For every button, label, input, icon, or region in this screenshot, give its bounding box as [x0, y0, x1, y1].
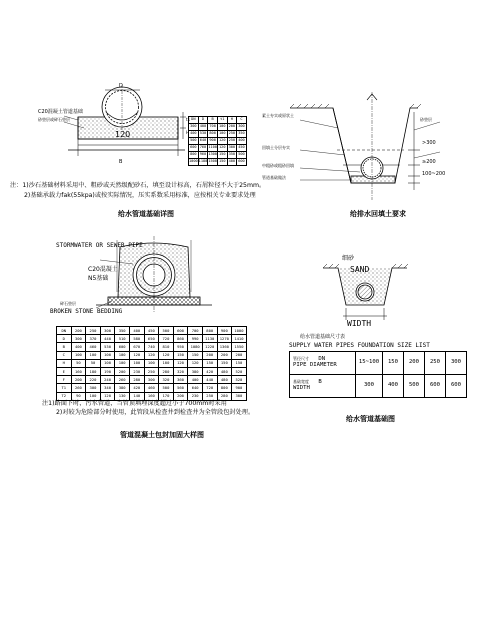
fig1-note-1: 注：1)沙石基础材料采用中、粗砂或天然级配砂石，填至设计标高，石屑粒径不大于25mm。 [10, 182, 266, 189]
table-row: 800 960 1300 150 350 500 [189, 152, 247, 159]
table-row: C 100 100 100 100 120 120 120 150 150 200 200 200 [57, 351, 247, 359]
table-row: 300 400 700 100 200 300 [189, 124, 247, 131]
table-row: 400 530 800 100 250 350 [189, 131, 247, 138]
fig1-note-2: 2)基础承载力fak(55kpa)或按实际情况，压实系数采用标准，应按相关专业要求处理 [24, 192, 256, 199]
table4-title-cn: 给水管道基础尺寸表 [300, 334, 346, 340]
table-row: 1000 1180 1500 150 400 600 [189, 159, 247, 166]
fig2-label-0: 素土夯实或原状土 [262, 113, 294, 118]
fig3-n5-label: N5基础 [88, 275, 109, 282]
fig1-c20-label: C20混凝土管道基础 [38, 109, 83, 115]
table-row: T1 260 300 340 380 420 460 500 560 640 720 800 900 [57, 384, 247, 392]
fig3-note-2: 2)对较为危险部分时使用，此管段从检查井到检查井为全管段包封处理。 [56, 409, 255, 416]
table-row: 600 760 1100 120 300 450 [189, 145, 247, 152]
table-row: E 160 180 190 200 230 250 280 320 380 420 480 520 [57, 367, 247, 375]
fig2-dim-100: 100~200 [422, 171, 446, 177]
fig3-pipe-label: STORMWATER OR SEWER PIPE [56, 242, 143, 249]
fig1-d-label: D [119, 83, 123, 89]
row1-en-label: PIPE DIAMETER [293, 362, 337, 368]
row2-en-label: WIDTH [293, 385, 310, 391]
table-header-row: DN D B t1 H C [189, 117, 247, 124]
fig3-dimension-table [56, 326, 247, 401]
fig2-label-1: 回填土分层夯实 [262, 145, 290, 150]
fig4-foundation-table [289, 351, 467, 398]
fig1-dimension-table [188, 116, 247, 166]
row1-dn-label: DN [318, 356, 326, 363]
row1-cn-label: 管径尺寸 [293, 356, 309, 362]
fig4-width-label: WIDTH [347, 319, 372, 328]
fig3-c20-label: C20混凝土 [88, 266, 118, 273]
fig4-sand-cn-label: 细砂 [342, 255, 355, 262]
fig1-pipe-foundation [64, 85, 186, 156]
fig3-caption: 管道混凝土包封加固大样图 [120, 431, 204, 439]
fig1-t-label: t1 [186, 117, 191, 122]
table-row: F 200 220 240 260 280 300 320 360 400 440 480 520 [57, 376, 247, 384]
fig2-dim-300: >300 [422, 140, 436, 146]
fig3-broken-label: BROKEN STONE BEDDING [50, 308, 123, 315]
fig1-angle-label: 120 [115, 130, 131, 139]
fig2-dim-200: ≥200 [422, 159, 436, 165]
row2-b-label: B [318, 379, 322, 386]
row2-cn-label: 基础宽度 [293, 379, 309, 385]
fig2-label-4: 砂垫层 [420, 117, 432, 122]
fig2-trench-backfill [290, 92, 440, 200]
table-row: B 400 460 530 600 670 740 810 950 1080 1220 1360 1550 [57, 343, 247, 351]
table-header-row: DN 200 250 300 350 400 450 500 600 700 800 900 1000 [57, 327, 247, 335]
fig2-caption: 给排水回填土要求 [350, 210, 406, 218]
fig1-caption: 给水管道基础详图 [118, 210, 174, 218]
table4-title: SUPPLY WATER PIPES FOUNDATION SIZE LIST [289, 342, 430, 349]
table-row: H 50 50 100 100 100 100 100 120 120 150 150 150 [57, 359, 247, 367]
fig1-b-label: B [119, 159, 123, 165]
table-row: T2 90 100 120 130 140 160 170 200 230 250 280 300 [57, 392, 247, 400]
table-row: D 300 370 440 510 580 650 720 860 990 1130 1270 1410 [57, 335, 247, 343]
fig2-label-3: 管道基础做法 [262, 175, 286, 180]
fig3-note-1: 注1)路面下时，污水管道，当管顶填埋深度超过小于700mm时采用 [42, 400, 227, 407]
fig4-sand-label: SAND [350, 265, 370, 274]
fig1-h-label: H [186, 130, 190, 135]
table-row: 管径尺寸 DN PIPE DIAMETER 15~100 150 200 250 300 [290, 352, 467, 375]
fig1-bedding-label: 砂垫层或碎石垫层 [38, 117, 70, 122]
fig3-stone-label: 碎石垫层 [60, 301, 76, 306]
table-row: 500 640 900 120 250 400 [189, 138, 247, 145]
fig4-caption: 给水管道基础图 [346, 415, 395, 423]
fig2-label-2: 中粗砂或粗砂回填 [262, 163, 294, 168]
table-row: 基础宽度 B WIDTH 300 400 500 600 600 [290, 375, 467, 398]
